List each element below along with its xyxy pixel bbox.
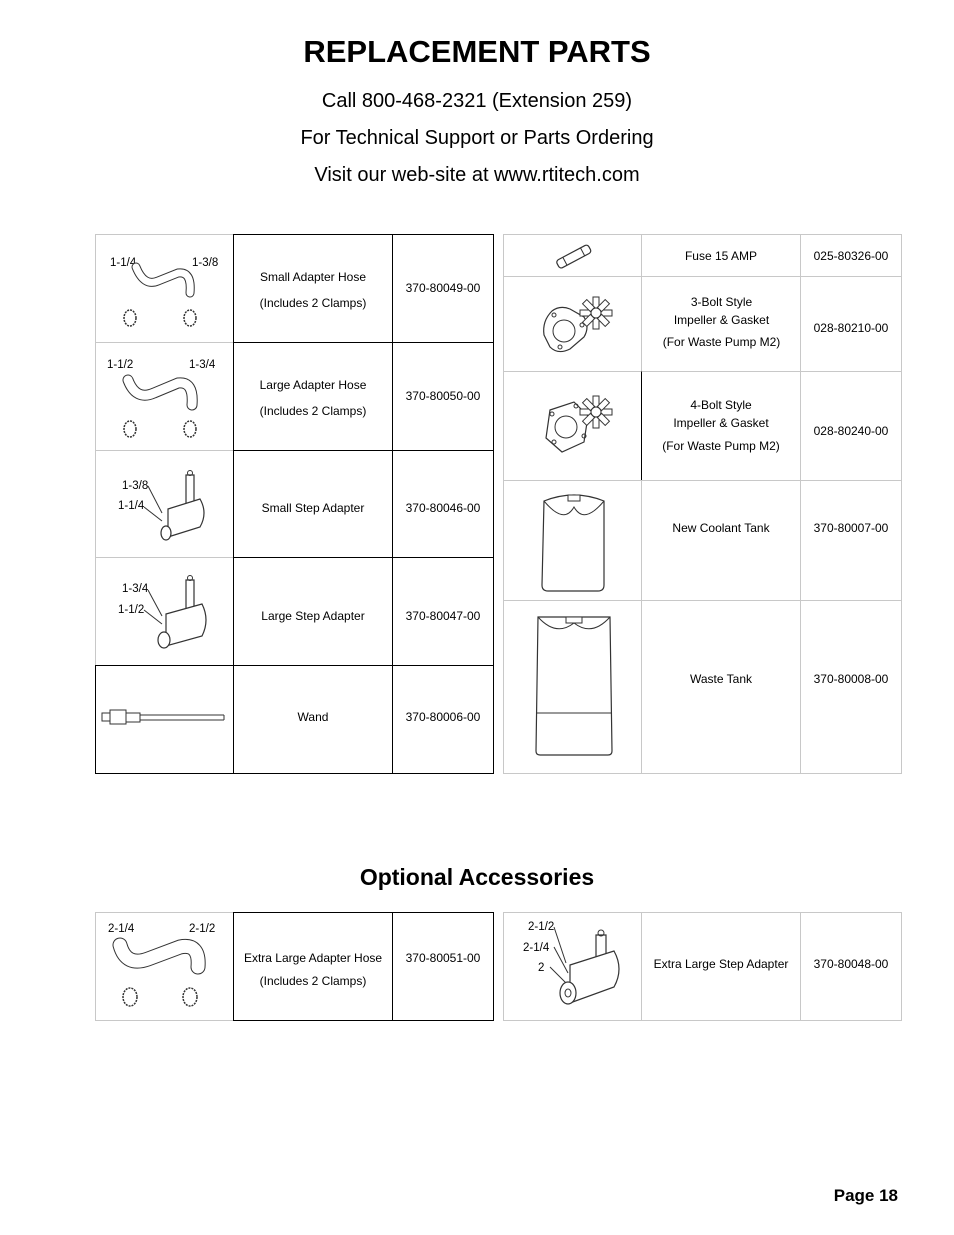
waste-tank-part-number: [800, 600, 902, 774]
part-description: 4-Bolt Style: [690, 398, 752, 412]
small-adapter-hose-image: [95, 234, 234, 343]
extra-large-step-adapter-description: [641, 912, 801, 1021]
waste-tank-icon: [504, 601, 643, 775]
coolant-tank-icon: [504, 481, 643, 602]
dimension-label: 1-1/4: [110, 257, 137, 269]
part-description: Large Step Adapter: [261, 609, 365, 623]
part-description: 3-Bolt Style: [690, 295, 753, 309]
part-number: 370-80006-00: [405, 710, 481, 724]
new-coolant-tank-image: [503, 480, 642, 601]
part-description: Extra Large Step Adapter: [653, 957, 789, 971]
part-number: 370-80007-00: [813, 521, 889, 535]
part-number: 370-80008-00: [813, 672, 889, 686]
part-description: Small Adapter Hose: [259, 270, 367, 284]
part-description: Large Adapter Hose: [259, 378, 367, 392]
dimension-label: 1-1/2: [118, 604, 145, 616]
support-line: For Technical Support or Parts Ordering: [300, 127, 654, 149]
accessories-title: Optional Accessories: [359, 864, 595, 890]
large-adapter-hose-part-number: [392, 342, 494, 451]
dimension-label: 1-1/2: [107, 359, 134, 371]
large-adapter-hose-description: [233, 342, 393, 451]
website-line: Visit our web-site at www.rtitech.com: [314, 164, 640, 186]
dimension-label: 2-1/2: [528, 921, 555, 933]
wand-image: [95, 665, 234, 774]
new-coolant-tank-part-number: [800, 480, 902, 601]
dimension-label: 1-3/8: [122, 480, 149, 492]
impeller-gasket-icon: [504, 277, 643, 373]
part-number: 025-80326-00: [813, 249, 889, 263]
4-bolt-impeller-description: [641, 371, 801, 481]
dimension-label: 1-3/4: [189, 359, 216, 371]
part-description: Small Step Adapter: [261, 501, 365, 515]
impeller-gasket-icon: [504, 372, 643, 482]
wand-icon: [96, 666, 235, 775]
wand-description: [233, 665, 393, 774]
dimension-label: 1-3/8: [192, 257, 219, 269]
4-bolt-impeller-part-number: [800, 371, 902, 481]
extra-large-adapter-hose-description: [233, 912, 393, 1021]
part-description: Wand: [297, 710, 329, 724]
small-adapter-hose-part-number: [392, 234, 494, 343]
waste-tank-image: [503, 600, 642, 774]
dimension-label: 2-1/4: [108, 923, 135, 935]
waste-tank-description: [641, 600, 801, 774]
small-step-adapter-image: [95, 450, 234, 558]
part-description-note: (Includes 2 Clamps): [259, 974, 367, 988]
dimension-label: 1-1/4: [118, 500, 145, 512]
part-description: Waste Tank: [689, 672, 753, 686]
phone-line: Call 800-468-2321 (Extension 259): [321, 90, 633, 112]
elbow-hose-icon: [96, 235, 235, 344]
part-number: 370-80046-00: [405, 501, 481, 515]
part-number: 370-80051-00: [405, 951, 481, 965]
extra-large-adapter-hose-part-number: [392, 912, 494, 1021]
step-adapter-icon: [96, 558, 235, 667]
fuse-part-number: [800, 234, 902, 277]
part-description-note: (For Waste Pump M2): [662, 439, 780, 453]
small-step-adapter-description: [233, 450, 393, 558]
small-adapter-hose-description: [233, 234, 393, 343]
large-step-adapter-description: [233, 557, 393, 666]
page-title: REPLACEMENT PARTS: [303, 34, 651, 69]
dimension-label: 2-1/4: [523, 942, 550, 954]
3-bolt-impeller-part-number: [800, 276, 902, 372]
part-description: New Coolant Tank: [672, 521, 770, 535]
dimension-label: 2-1/2: [189, 923, 216, 935]
part-description-detail: Impeller & Gasket: [673, 416, 769, 430]
4-bolt-impeller-image: [503, 371, 642, 481]
extra-large-step-adapter-image: [503, 912, 642, 1021]
step-adapter-icon: [504, 913, 643, 1022]
part-number: 370-80048-00: [813, 957, 889, 971]
part-description: Extra Large Adapter Hose: [243, 951, 383, 965]
new-coolant-tank-description: [641, 480, 801, 601]
part-description-note: (Includes 2 Clamps): [259, 404, 367, 418]
fuse-image: [503, 234, 642, 277]
part-number: 028-80240-00: [813, 424, 889, 438]
part-number: 370-80050-00: [405, 389, 481, 403]
part-description-note: (Includes 2 Clamps): [259, 296, 367, 310]
dimension-label: 1-3/4: [122, 583, 149, 595]
elbow-hose-icon: [96, 343, 235, 452]
page-number: Page 18: [833, 1186, 898, 1205]
elbow-hose-icon: [96, 913, 235, 1022]
part-number: 370-80047-00: [405, 609, 481, 623]
dimension-label: 2: [538, 962, 545, 974]
extra-large-adapter-hose-image: [95, 912, 234, 1021]
large-adapter-hose-image: [95, 342, 234, 451]
part-description-detail: Impeller & Gasket: [673, 313, 770, 327]
small-step-adapter-part-number: [392, 450, 494, 558]
part-number: 028-80210-00: [813, 321, 889, 335]
part-description-note: (For Waste Pump M2): [662, 335, 781, 349]
3-bolt-impeller-image: [503, 276, 642, 372]
part-description: Fuse 15 AMP: [684, 249, 758, 263]
extra-large-step-adapter-part-number: [800, 912, 902, 1021]
large-step-adapter-image: [95, 557, 234, 666]
part-number: 370-80049-00: [405, 281, 481, 295]
large-step-adapter-part-number: [392, 557, 494, 666]
fuse-icon: [504, 235, 643, 278]
wand-part-number: [392, 665, 494, 774]
3-bolt-impeller-description: [641, 276, 801, 372]
fuse-description: [641, 234, 801, 277]
step-adapter-icon: [96, 451, 235, 559]
